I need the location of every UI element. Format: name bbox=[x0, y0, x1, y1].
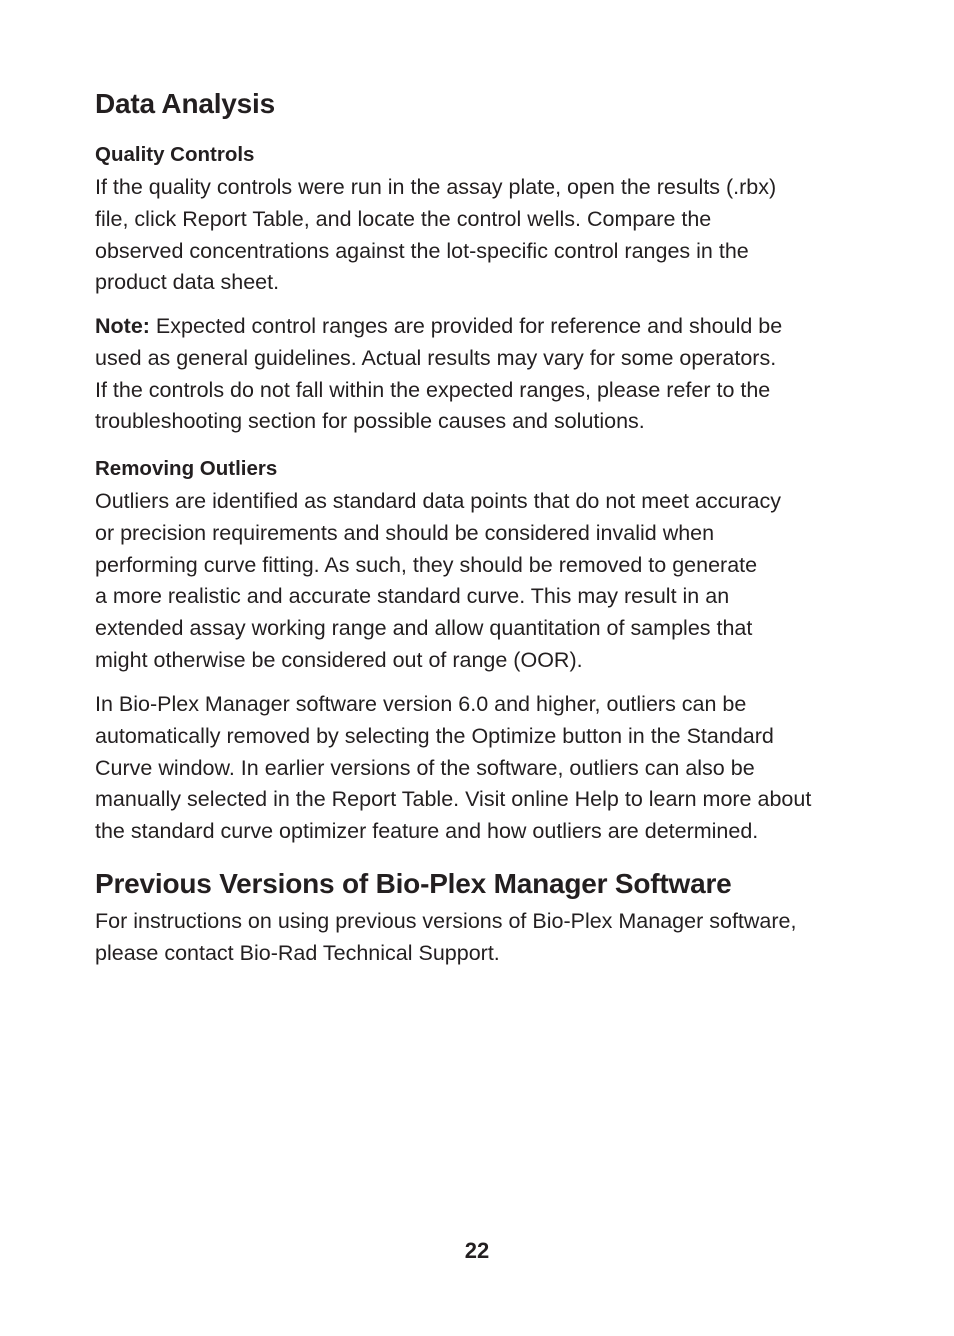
report-table-term: Report Table bbox=[182, 206, 304, 231]
paragraph-note bbox=[95, 311, 875, 438]
text-line: manually selected in the Report Table. Visit online Help to learn more about bbox=[95, 787, 812, 812]
text-line: a more realistic and accurate standard curve. This may result in an bbox=[95, 584, 730, 609]
optimize-term: Optimize bbox=[471, 723, 557, 748]
text-line: the standard curve optimizer feature and how outliers are determined. bbox=[95, 819, 759, 844]
text-line: In Bio-Plex Manager software version 6.0 and higher, outliers can be bbox=[95, 692, 747, 716]
text-line: Note: Expected control ranges are provided for reference and should be bbox=[95, 314, 783, 338]
note-label: Note: bbox=[95, 314, 150, 338]
text-line: automatically removed by selecting the Optimize button in the Standard bbox=[95, 723, 774, 748]
text-line: If the controls do not fall within the expected ranges, please refer to the bbox=[95, 377, 771, 402]
text-line: If the quality controls were run in the assay plate, open the results (.rbx) bbox=[95, 175, 777, 199]
heading-data-analysis: Data Analysis bbox=[95, 88, 276, 119]
heading-quality-controls: Quality Controls bbox=[95, 143, 255, 166]
paragraph-quality-controls bbox=[95, 172, 875, 299]
paragraph-outliers-software bbox=[95, 689, 875, 848]
text-line: For instructions on using previous versions of Bio-Plex Manager software, bbox=[95, 909, 797, 933]
paragraph-outliers-definition bbox=[95, 486, 875, 677]
text-line: extended assay working range and allow quantitation of samples that bbox=[95, 616, 753, 641]
heading-removing-outliers: Removing Outliers bbox=[95, 457, 278, 480]
heading-previous-versions: Previous Versions of Bio-Plex Manager Software bbox=[95, 868, 732, 899]
text-line: file, click Report Table, and locate the control wells. Compare the bbox=[95, 206, 712, 231]
text-line: performing curve fitting. As such, they should be removed to generate bbox=[95, 552, 758, 577]
text-line: Curve window. In earlier versions of the software, outliers can also be bbox=[95, 755, 755, 780]
text-line: Outliers are identified as standard data points that do not meet accuracy bbox=[95, 489, 782, 513]
text-line: might otherwise be considered out of range (OOR). bbox=[95, 647, 583, 672]
page-number: 22 bbox=[464, 1238, 490, 1263]
text-line: observed concentrations against the lot-specific control ranges in the bbox=[95, 238, 749, 263]
text-line: please contact Bio-Rad Technical Support. bbox=[95, 940, 500, 965]
text-line: used as general guidelines. Actual results may vary for some operators. bbox=[95, 345, 777, 370]
text-line: or precision requirements and should be considered invalid when bbox=[95, 520, 715, 545]
text-line: product data sheet. bbox=[95, 270, 280, 295]
paragraph-previous-versions bbox=[95, 906, 875, 970]
text-line: troubleshooting section for possible causes and solutions. bbox=[95, 409, 645, 434]
